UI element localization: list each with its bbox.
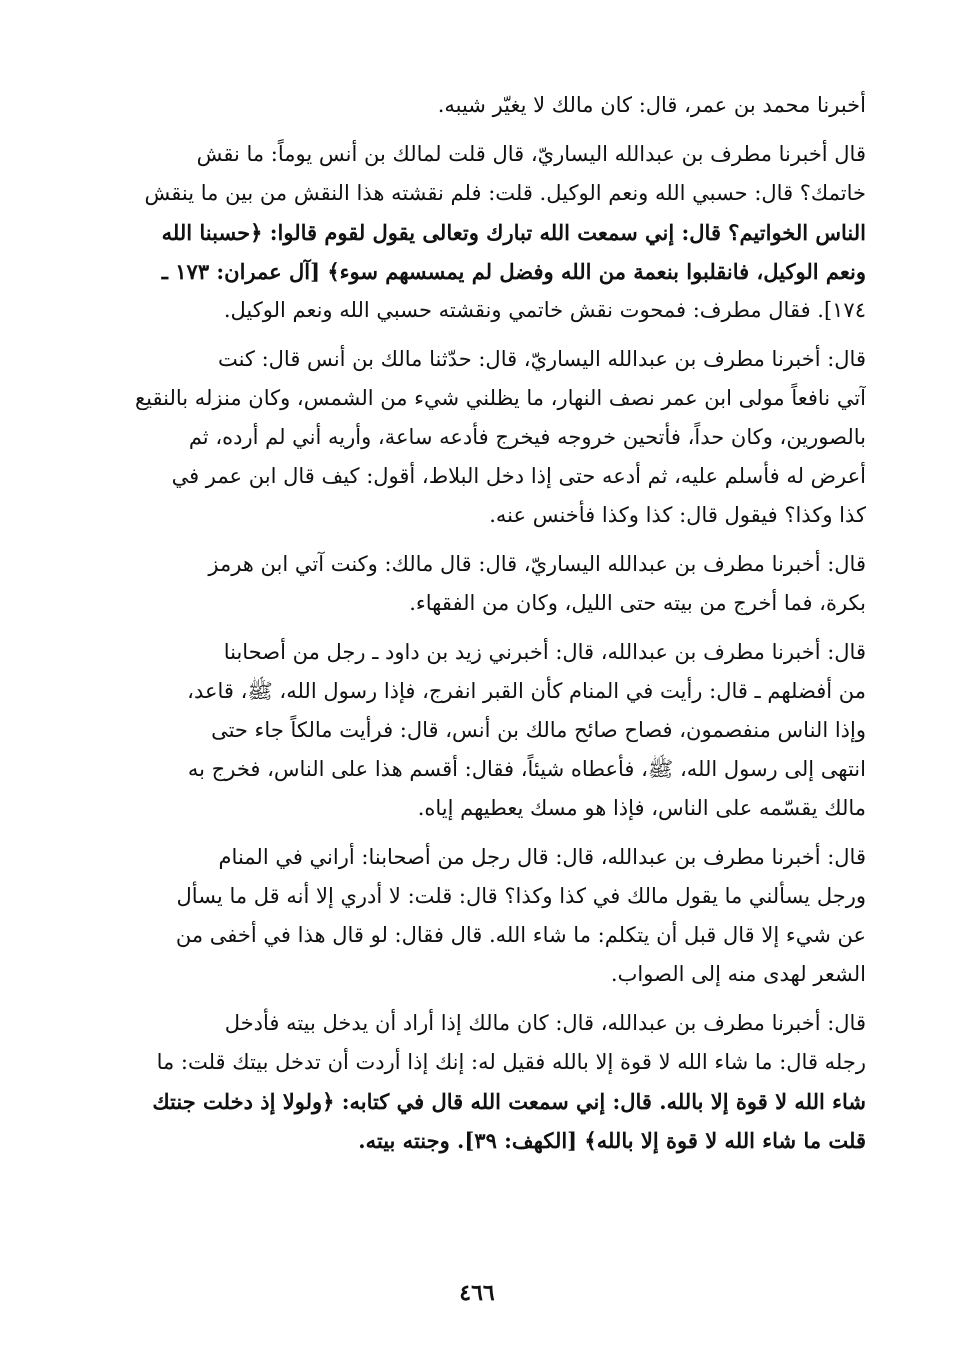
text-line: من أفضلهم ـ قال: رأيت في المنام كأن القبر انفرج، فإذا رسول الله، ﷺ، قاعد، — [187, 679, 866, 703]
text-line: انتهى إلى رسول الله، ﷺ، فأعطاه شيئاً، فقال: أقسم هذا على الناس، فخرج به — [187, 757, 866, 781]
text-line: وإذا الناس منفصمون، فصاح صائح مالك بن أنس، قال: فرأيت مالكاً جاء حتى — [211, 718, 866, 742]
text-line: أخبرنا محمد بن عمر، قال: كان مالك لا يغيّر شيبه. — [437, 93, 866, 117]
text-line: بالصورين، وكان حداً، فأتحين خروجه فيخرج فأدعه ساعة، وأريه أني لم أرده، ثم — [188, 425, 866, 449]
quran-quote-line: قلت ما شاء الله لا قوة إلا بالله﴾ [الكهف: ٣٩]. وجنته بيته. — [358, 1128, 866, 1153]
text-line: قال: أخبرنا مطرف بن عبدالله، قال: كان مالك إذا أراد أن يدخل بيته فأدخل — [224, 1011, 866, 1035]
text-line: أعرض له فأسلم عليه، ثم أدعه حتى إذا دخل البلاط، أقول: كيف قال ابن عمر في — [171, 464, 866, 488]
paragraph — [100, 135, 866, 330]
text-line: قال: أخبرنا مطرف بن عبدالله اليساريّ، قال: قال مالك: وكنت آتي ابن هرمز — [208, 552, 866, 576]
paragraph — [100, 86, 866, 125]
paragraph — [100, 633, 866, 828]
text-line: كذا وكذا؟ فيقول قال: كذا وكذا فأخنس عنه. — [489, 503, 866, 527]
text-line: قال: أخبرنا مطرف بن عبدالله، قال: قال رجل من أصحابنا: أراني في المنام — [218, 845, 866, 869]
quran-quote-line: شاء الله لا قوة إلا بالله. قال: إني سمعت الله قال في كتابه: ﴿ولولا إذ دخلت جنتك — [152, 1089, 866, 1114]
quran-quote-line: الناس الخواتيم؟ قال: إني سمعت الله تبارك وتعالى يقول لقوم قالوا: ﴿حسبنا الله — [161, 220, 866, 245]
text-line: خاتمك؟ قال: حسبي الله ونعم الوكيل. قلت: فلم نقشته هذا النقش من بين ما ينقش — [144, 181, 866, 205]
text-line: مالك يقسّمه على الناس، فإذا هو مسك يعطيهم إياه. — [417, 796, 866, 820]
text-line: قال أخبرنا مطرف بن عبدالله اليساريّ، قال قلت لمالك بن أنس يوماً: ما نقش — [196, 142, 866, 166]
text-line: الشعر لهدى منه إلى الصواب. — [610, 962, 866, 986]
text-line: رجله قال: ما شاء الله لا قوة إلا بالله فقيل له: إنك إذا أردت أن تدخل بيتك قلت: ما — [156, 1050, 866, 1074]
paragraph — [100, 838, 866, 994]
text-line: آتي نافعاً مولى ابن عمر نصف النهار، ما يظلني شيء من الشمس، وكان منزله بالنقيع — [134, 386, 866, 410]
paragraph — [100, 1004, 866, 1160]
paragraph — [100, 340, 866, 535]
text-line: ١٧٤]. فقال مطرف: فمحوت نقش خاتمي ونقشته حسبي الله ونعم الوكيل. — [223, 298, 866, 322]
page-number: ٤٦٦ — [459, 1280, 495, 1306]
paragraph — [100, 545, 866, 623]
text-line: قال: أخبرنا مطرف بن عبدالله، قال: أخبرني زيد بن داود ـ رجل من أصحابنا — [223, 640, 866, 664]
text-line: بكرة، فما أخرج من بيته حتى الليل، وكان من الفقهاء. — [409, 591, 866, 615]
text-line: ورجل يسألني ما يقول مالك في كذا وكذا؟ قال: قلت: لا أدري إلا أنه قل ما يسأل — [176, 884, 866, 908]
document-body — [100, 86, 866, 1170]
text-line: عن شيء إلا قال قبل أن يتكلم: ما شاء الله. قال فقال: لو قال هذا في أخفى من — [175, 923, 866, 947]
text-line: قال: أخبرنا مطرف بن عبدالله اليساريّ، قال: حدّثنا مالك بن أنس قال: كنت — [217, 347, 866, 371]
quran-quote-line: ونعم الوكيل، فانقلبوا بنعمة من الله وفضل لم يمسسهم سوء﴾ [آل عمران: ١٧٣ ـ — [161, 259, 866, 284]
